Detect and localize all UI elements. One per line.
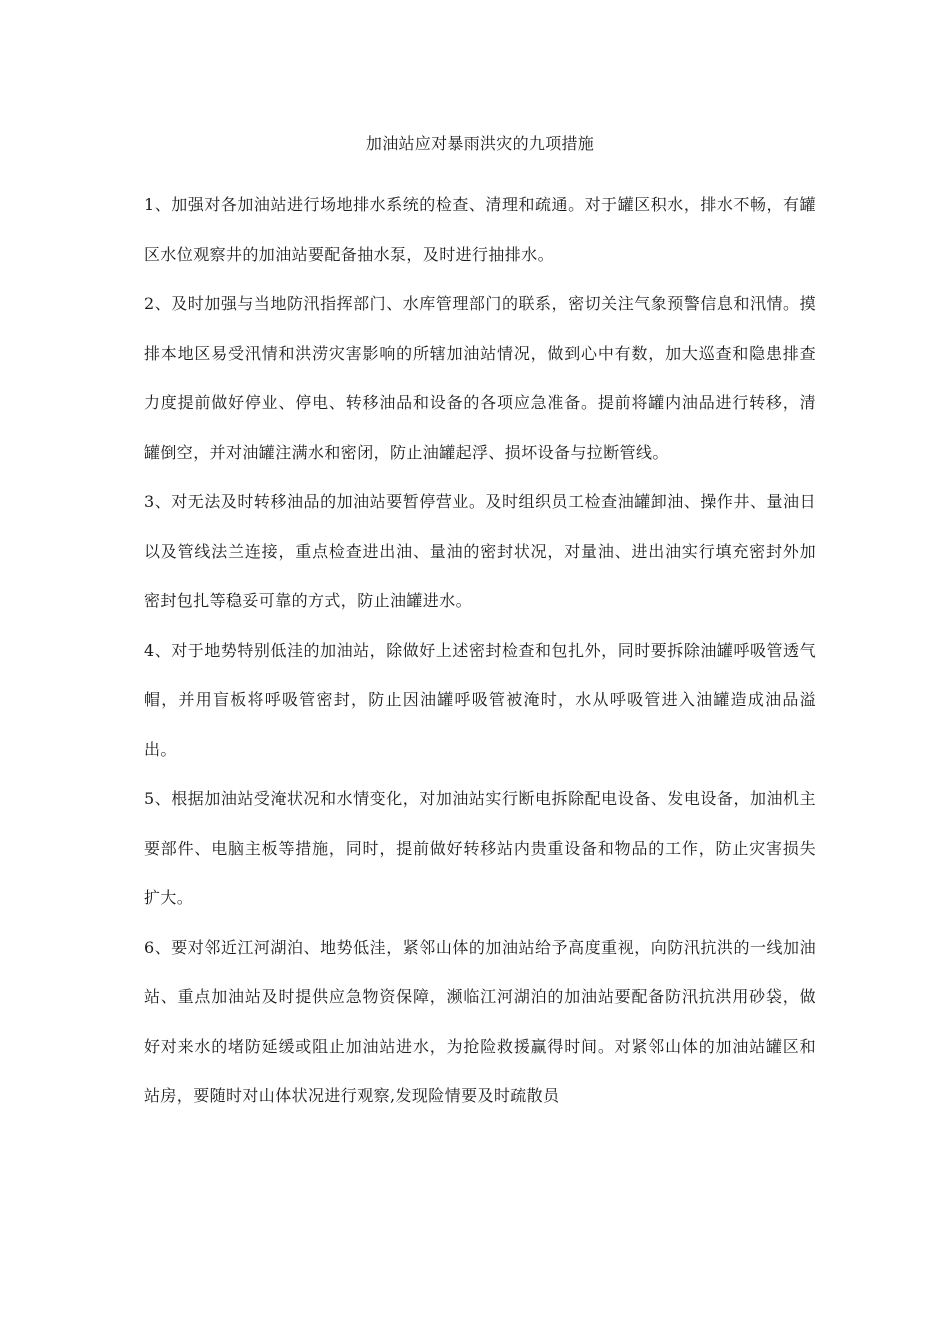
document-title: 加油站应对暴雨洪灾的九项措施 <box>365 134 595 153</box>
paragraph-2: 2、及时加强与当地防汛指挥部门、水库管理部门的联系，密切关注气象预警信息和汛情。摸排本地区易受汛情和洪涝灾害影响的所辖加油站情况，做到心中有数，加大巡查和隐患排查力度提前做好停业、停电、转移油品和设备的各项应急准备。提前将罐内油品进行转移，清罐倒空，并对油罐注满水和密闭，防止油罐起浮、损坏设备与拉断管线。 <box>144 294 816 462</box>
paragraph-3: 3、对无法及时转移油品的加油站要暂停营业。及时组织员工检查油罐卸油、操作井、量油日以及管线法兰连接，重点检查进出油、量油的密封状况，对量油、进出油实行填充密封外加密封包扎等稳妥可靠的方式，防止油罐进水。 <box>144 492 816 610</box>
paragraph-5: 5、根据加油站受淹状况和水情变化，对加油站实行断电拆除配电设备、发电设备，加油机主要部件、电脑主板等措施，同时，提前做好转移站内贵重设备和物品的工作，防止灾害损失扩大。 <box>144 789 816 907</box>
paragraph-1: 1、加强对各加油站进行场地排水系统的检查、清理和疏通。对于罐区积水，排水不畅，有罐区水位观察井的加油站要配备抽水泵，及时进行抽排水。 <box>144 195 816 264</box>
paragraph-6: 6、要对邻近江河湖泊、地势低洼，紧邻山体的加油站给予高度重视，向防汛抗洪的一线加油站、重点加油站及时提供应急物资保障，濒临江河湖泊的加油站要配备防汛抗洪用砂袋，做好对来水的堵防延缓或阻止加油站进水，为抢险救援赢得时间。对紧邻山体的加油站罐区和站房，要随时对山体状况进行观察,发现险情要及时疏散员 <box>144 937 816 1105</box>
document-body <box>144 128 816 1121</box>
paragraph-4: 4、对于地势特别低洼的加油站，除做好上述密封检查和包扎外，同时要拆除油罐呼吸管透气帽，并用盲板将呼吸管密封，防止因油罐呼吸管被淹时，水从呼吸管进入油罐造成油品溢出。 <box>144 640 816 759</box>
